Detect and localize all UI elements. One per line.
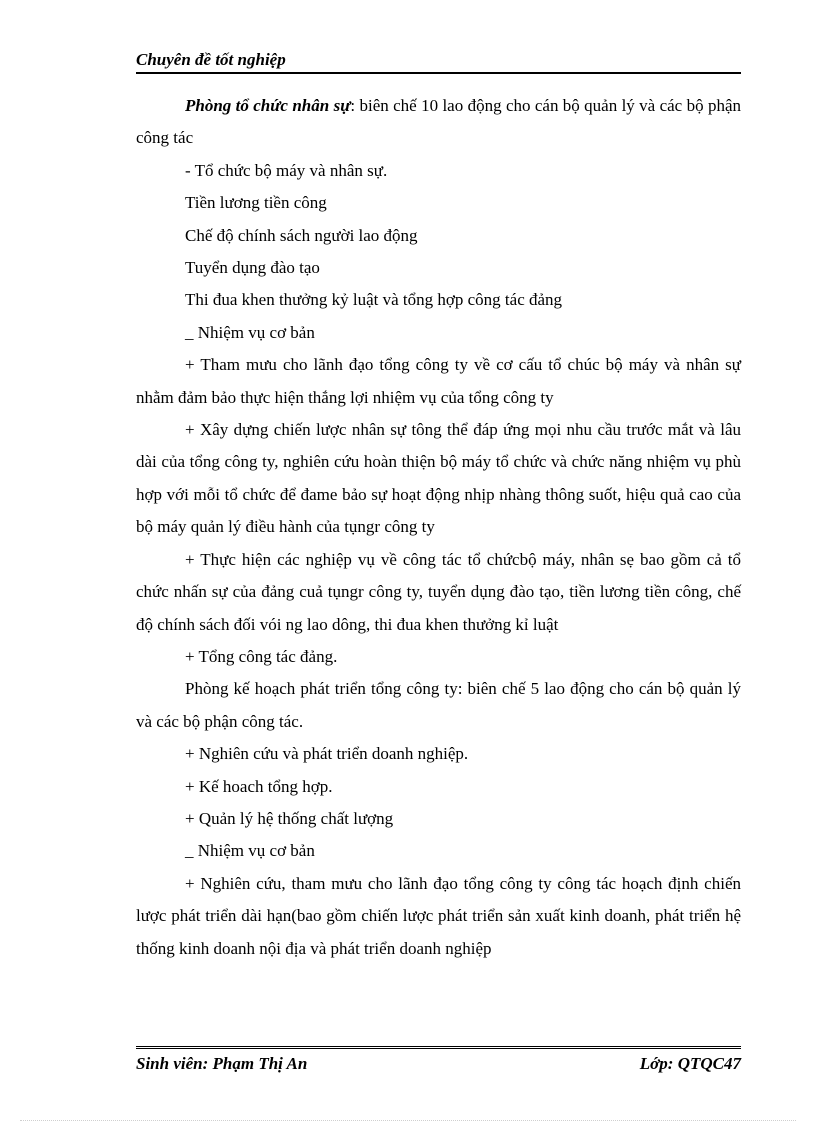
subheading: _ Nhiệm vụ cơ bản	[185, 322, 315, 342]
section-lead: Phòng tổ chức nhân sự	[185, 96, 351, 115]
page-header	[136, 50, 741, 74]
list-item: Tuyển dụng đào tạo	[185, 258, 320, 278]
list-item: + Kế hoach tổng hợp.	[185, 776, 333, 796]
list-item: - Tổ chức bộ máy và nhân sự.	[185, 160, 388, 180]
header-title: Chuyên đề tốt nghiệp	[136, 50, 286, 69]
footer-row	[136, 1053, 741, 1075]
paragraph-phong-ke-hoach: Phòng kế hoạch phát triển tổng công ty: biên chế 5 lao động cho cán bộ quản lý và các bộ phận công tác.	[136, 679, 741, 731]
footer-rule	[136, 1046, 741, 1049]
page-edge-dotted-line	[20, 1120, 796, 1121]
list-item: Chế độ chính sách người lao động	[185, 225, 418, 245]
list-item: + Tổng công tác đảng.	[185, 646, 338, 666]
paragraph-phong-to-chuc	[136, 90, 741, 155]
paragraph: + Nghiên cứu, tham mưu cho lãnh đạo tổng công ty công tác hoạch định chiến lược phát triển dài hạn(bao gồm chiến lược phát triển sản xuất kinh doanh, phát triển hệ thống kinh doanh nội địa và phát triển doanh nghiệp	[136, 873, 741, 958]
list-item: + Quản lý hệ thống chất lượng	[185, 808, 394, 828]
paragraph-text: : biên chế 10 lao động cho cán bộ quản lý và các bộ phận công tác	[136, 96, 742, 148]
page-footer	[136, 1046, 741, 1075]
footer-class: Lớp: QTQC47	[639, 1054, 741, 1073]
paragraph: + Tham mưu cho lãnh đạo tổng công ty về cơ cấu tổ chúc bộ máy và nhân sự nhằm đảm bảo thực hiện thắng lợi nhiệm vụ của tổng công ty	[136, 355, 741, 407]
paragraph: + Xây dựng chiến lược nhân sự tông thể đáp ứng mọi nhu cầu trước mắt và lâu dài của tổng công ty, nghiên cứu hoàn thiện bộ máy tổ chức và chức năng nhiệm vụ phù hợp với mỗi tổ chức để đame bảo sự hoạt động nhịp nhàng thông suốt, hiệu quả cao của bộ máy quản lý điều hành của tụngr công ty	[136, 420, 741, 537]
subheading: _ Nhiệm vụ cơ bản	[185, 841, 315, 861]
header-rule	[136, 72, 741, 74]
paragraph: + Thực hiện các nghiệp vụ về công tác tổ chứcbộ máy, nhân sẹ bao gồm cả tổ chức nhấn sự của đảng cuả tụngr công ty, tuyển dụng đào tạo, tiền lương tiền công, chế độ chính sách đối vói ng lao dông, thi đua khen thưởng kỉ luật	[136, 549, 741, 634]
page-content	[136, 90, 741, 965]
list-item: + Nghiên cứu và phát triển doanh nghiệp.	[185, 744, 469, 764]
footer-student: Sinh viên: Phạm Thị An	[136, 1054, 308, 1073]
list-item: Tiền lương tiền công	[185, 193, 327, 213]
list-item: Thi đua khen thưởng kỷ luật và tổng hợp công tác đảng	[185, 290, 563, 310]
